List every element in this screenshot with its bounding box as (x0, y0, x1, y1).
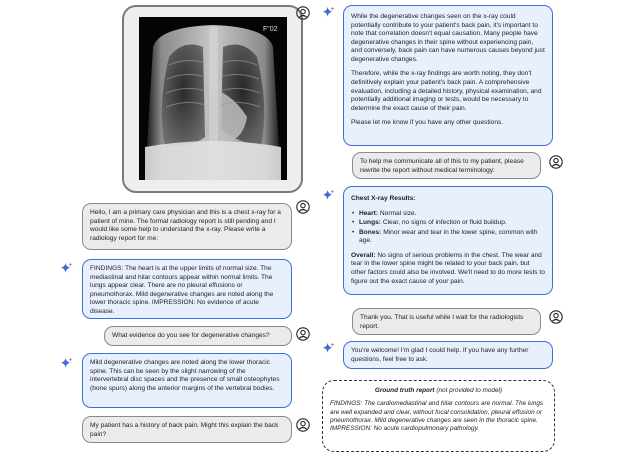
xray-drawing (139, 17, 287, 180)
plain-report-list (351, 210, 545, 246)
ground-truth-body: FINDINGS: The cardiomediastinal and hilar contours are normal. The lungs are well expanded and clear, without focal consolidation, pleural effusion or pneumothorax. Mild degenerative changes are seen in the thoracic spine. IMPRESSION: No acute cardiopulmonary pathology. (330, 400, 544, 433)
user-message-degenerative-evidence (104, 326, 292, 346)
plain-report-overall: Overall: No signs of serious problems in the chest. The wear and tear in the lower spine might be related to your back pain, but other factors could also be involved. We'll need to do more tests to figure out the exact cause of your pain. (351, 251, 545, 285)
list-item: • Lungs: Clear, no signs of infection or fluid buildup. (351, 219, 545, 228)
sparkle-icon (60, 357, 73, 370)
list-item: • Heart: Normal size. (351, 210, 545, 219)
user-message-text: Thank you. That is useful while I wait for the radiologists report. (360, 314, 524, 330)
model-response-text: Mild degenerative changes are noted along the lower thoracic spine. This can be seen by the slight narrowing of the intervertebral disc spaces and the presence of small osteophytes (bone spurs) along the anterior margins of the vertebral bodies. (90, 359, 280, 392)
sparkle-icon (60, 262, 73, 275)
response-paragraph: Please let me know if you have any other questions. (351, 119, 504, 127)
chest-xray-image (139, 17, 287, 180)
user-message-text: Hello, I am a primary care physician and this is a chest x-ray for a patient of mine. The formal radiology report is still pending and I would like some help to understand the x-ray. Please write a radiology report for me: (90, 209, 281, 242)
model-response-back-pain (343, 5, 553, 146)
response-paragraph: While the degenerative changes seen on the x-ray could potentially contribute to your patient's back pain, it's important to note that correlation doesn't equal causation. Many people have degenerative changes in their spine without experiencing pain, and conversely, back pain can have numerous causes beyond just degenerative changes. (351, 13, 545, 63)
user-avatar-icon (296, 6, 310, 20)
ground-truth-report-box (322, 380, 555, 452)
user-avatar-icon (296, 327, 310, 341)
model-response-text: You're welcome! I'm glad I could help. If you have any further questions, feel free to ask. (351, 347, 529, 363)
user-avatar-icon (549, 155, 563, 169)
model-response-degenerative-evidence (82, 353, 292, 408)
user-message-request-report (82, 203, 292, 250)
list-item: • Bones: Minor wear and tear in the lower spine, common with age. (351, 229, 545, 246)
user-message-back-pain (82, 416, 292, 443)
model-response-welcome (343, 341, 553, 369)
model-response-radiology-report (82, 259, 292, 319)
user-message-thanks (352, 308, 541, 335)
model-response-text: FINDINGS: The heart is at the upper limits of normal size. The mediastinal and hilar contours appear within normal limits. The lungs appear clear. There are no pleural effusions or pneumothorax. Mild degenerative changes are noted along the lower thoracic spine. IMPRESSION: No evidence of acute disease. (90, 265, 274, 315)
user-message-text: To help me communicate all of this to my patient, please rewrite the report without medical terminology: (360, 158, 524, 174)
user-avatar-icon (296, 418, 310, 432)
sparkle-icon (322, 6, 335, 19)
xray-marker-label: F"02 (263, 26, 278, 33)
plain-report-title: Chest X-ray Results: (351, 195, 416, 202)
sparkle-icon (322, 342, 335, 355)
sparkle-icon (322, 189, 335, 202)
user-avatar-icon (549, 310, 563, 324)
ground-truth-title: Ground truth report (not provided to model) (374, 387, 503, 394)
user-avatar-icon (296, 200, 310, 214)
model-response-plain-report (343, 186, 553, 295)
user-message-text: What evidence do you see for degenerative changes? (112, 332, 270, 339)
xray-image-frame (122, 5, 303, 193)
response-paragraph: Therefore, while the x-ray findings are worth noting, they don't definitively explain your patient's back pain. A comprehensive evaluation, including a detailed history, physical examination, and potentially additional imaging or tests, would be necessary to determine the exact cause of their pain. (351, 70, 542, 112)
user-message-text: My patient has a history of back pain. Might this explain the back pain? (90, 422, 279, 438)
user-message-rewrite-request (352, 152, 541, 179)
